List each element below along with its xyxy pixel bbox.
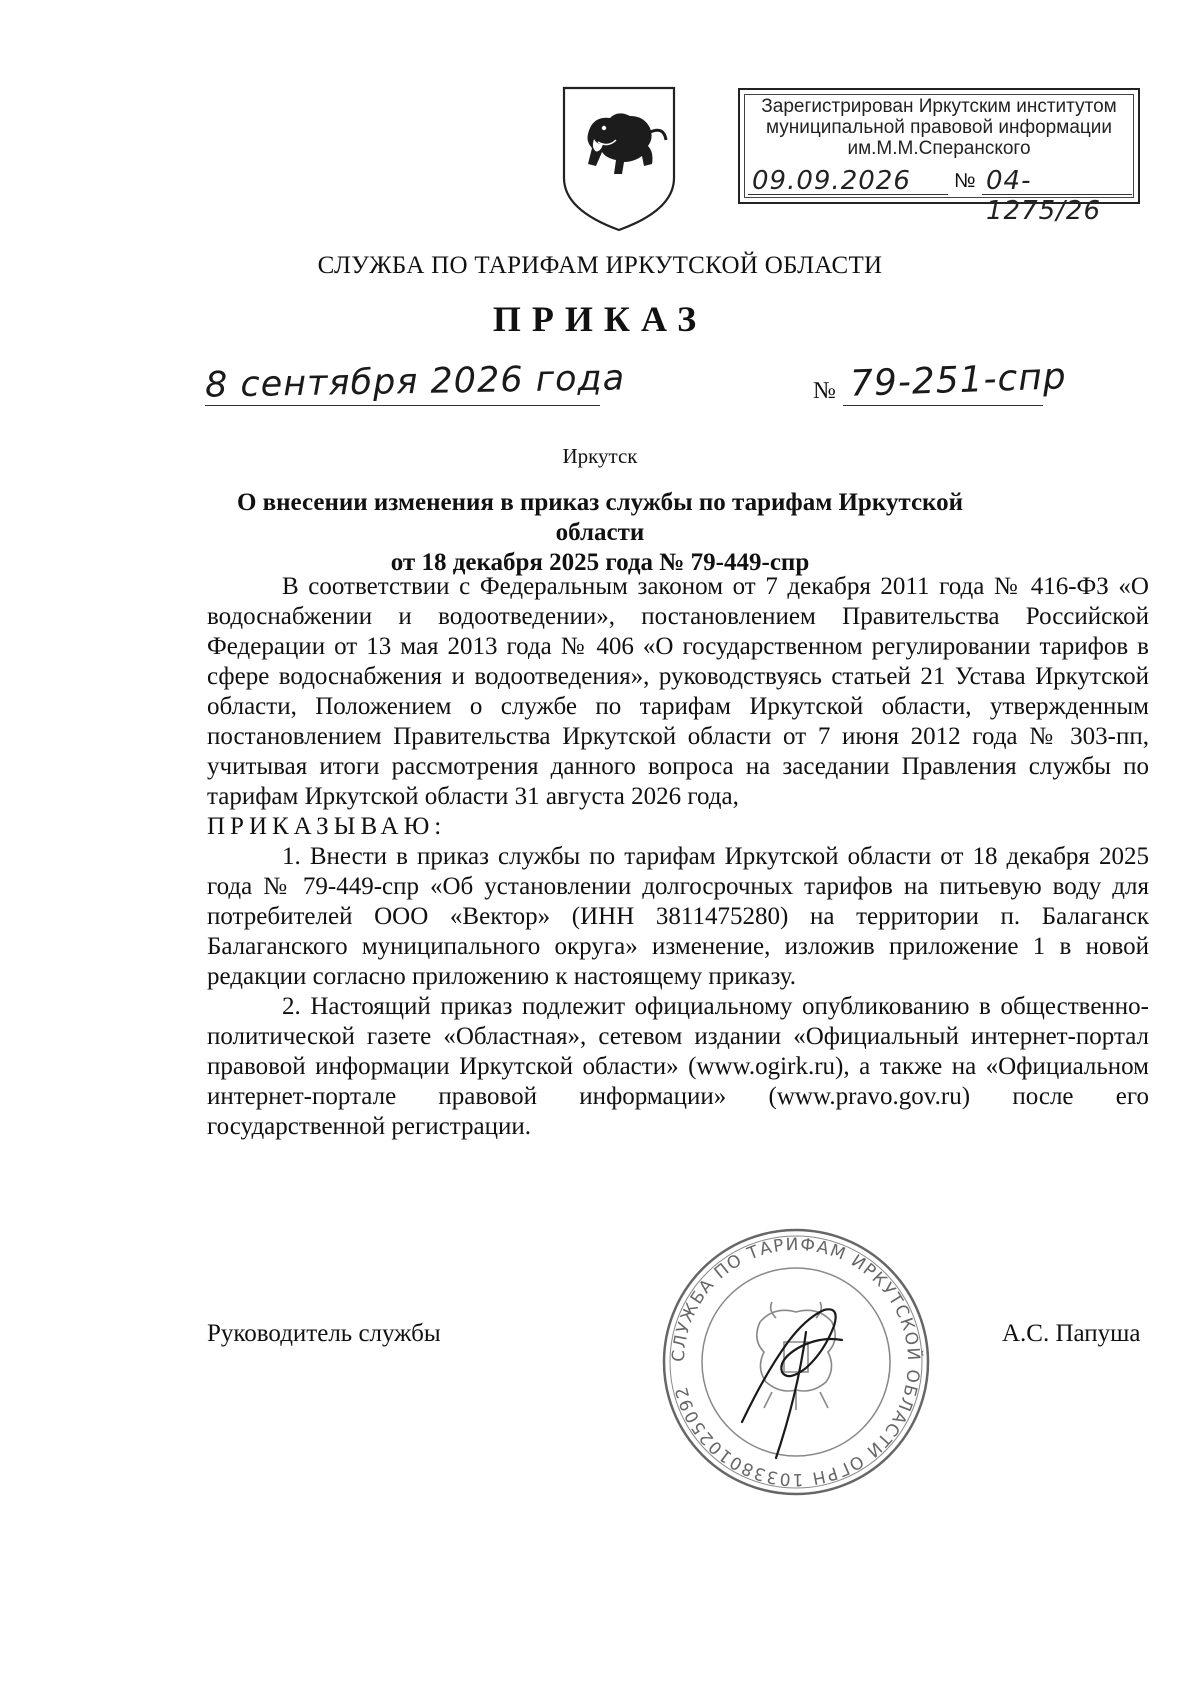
coat-of-arms-emblem (558, 82, 680, 234)
preamble-paragraph: В соответствии с Федеральным законом от 7 декабря 2011 года № 416-ФЗ «О водоснабжении и водоотведении», постановлением Правительства Российской Федерации от 13 мая 2013 года № 406 «О государственном регулировании тарифов в сфере водоснабжения и водоотведения», руководствуясь статьей 21 Устава Иркутской области, Положением о службе по тарифам Иркутской области, утвержденным постановлением Правительства Иркутской области от 7 июня 2012 года № 303-пп, учитывая итоги рассмотрения данного вопроса на заседании Правления службы по тарифам Иркутской области 31 августа 2026 года, (207, 573, 1149, 810)
document-title-line1: О внесении изменения в приказ службы по тарифам Иркутской области (236, 489, 964, 546)
signatory-position: Руководитель службы (207, 1320, 441, 1347)
registration-stamp (738, 88, 1140, 226)
signatory-name: А.С. Папуша (1002, 1320, 1141, 1347)
registration-stamp-line1: Зарегистрирован Иркутским институтом (761, 96, 1117, 117)
seal-ring-text: СЛУЖБА ПО ТАРИФАМ ИРКУТСКОЙ ОБЛАСТИ ОГРН 1033801025092 (668, 1234, 924, 1490)
registration-number-row (748, 166, 1130, 226)
city: Иркутск (562, 444, 638, 468)
order-item-2: 2. Настоящий приказ подлежит официальному опубликованию в общественно-политической газете «Областная», сетевом издании «Официальный интернет-портал правовой информации Иркутской области» (www.ogirk.ru), а также на «Официальном интернет-портале правовой информации» (www.pravo.gov.ru) после его государственной регистрации. (207, 993, 1149, 1140)
svg-text:СЛУЖБА ПО ТАРИФАМ ИРКУТСКОЙ ОБ (669, 1235, 925, 1489)
document-title (200, 488, 1000, 578)
registration-stamp-line2: муниципальной правовой информации (766, 117, 1112, 138)
registration-stamp-line3: им.М.М.Сперанского (847, 138, 1031, 159)
order-date-handwritten: 8 сентября 2026 года (204, 358, 626, 406)
official-seal (656, 1222, 936, 1502)
document-type: ПРИКАЗ (492, 299, 708, 339)
registration-date: 09.09.2026 (752, 166, 911, 196)
order-word: ПРИКАЗЫВАЮ: (207, 813, 447, 840)
order-number-handwritten: 79-251-спр (849, 356, 1068, 405)
document-body (207, 572, 1149, 1142)
service-name: СЛУЖБА ПО ТАРИФАМ ИРКУТСКОЙ ОБЛАСТИ (317, 252, 883, 279)
order-number-label: № (813, 378, 836, 404)
registration-number: 04-1275/26 (986, 166, 1102, 226)
order-item-1: 1. Внести в приказ службы по тарифам Иркутской области от 18 декабря 2025 года № 79-449-спр «Об установлении долгосрочных тарифов на питьевую воду для потребителей ООО «Вектор» (ИНН 3811475280) на территории п. Балаганск Балаганского муниципального округа» изменение, изложив приложение 1 в новой редакции согласно приложению к настоящему приказу. (207, 843, 1149, 990)
registration-no-label: № (954, 170, 976, 192)
document-title-line2: от 18 декабря 2025 года № 79-449-спр (390, 549, 810, 576)
